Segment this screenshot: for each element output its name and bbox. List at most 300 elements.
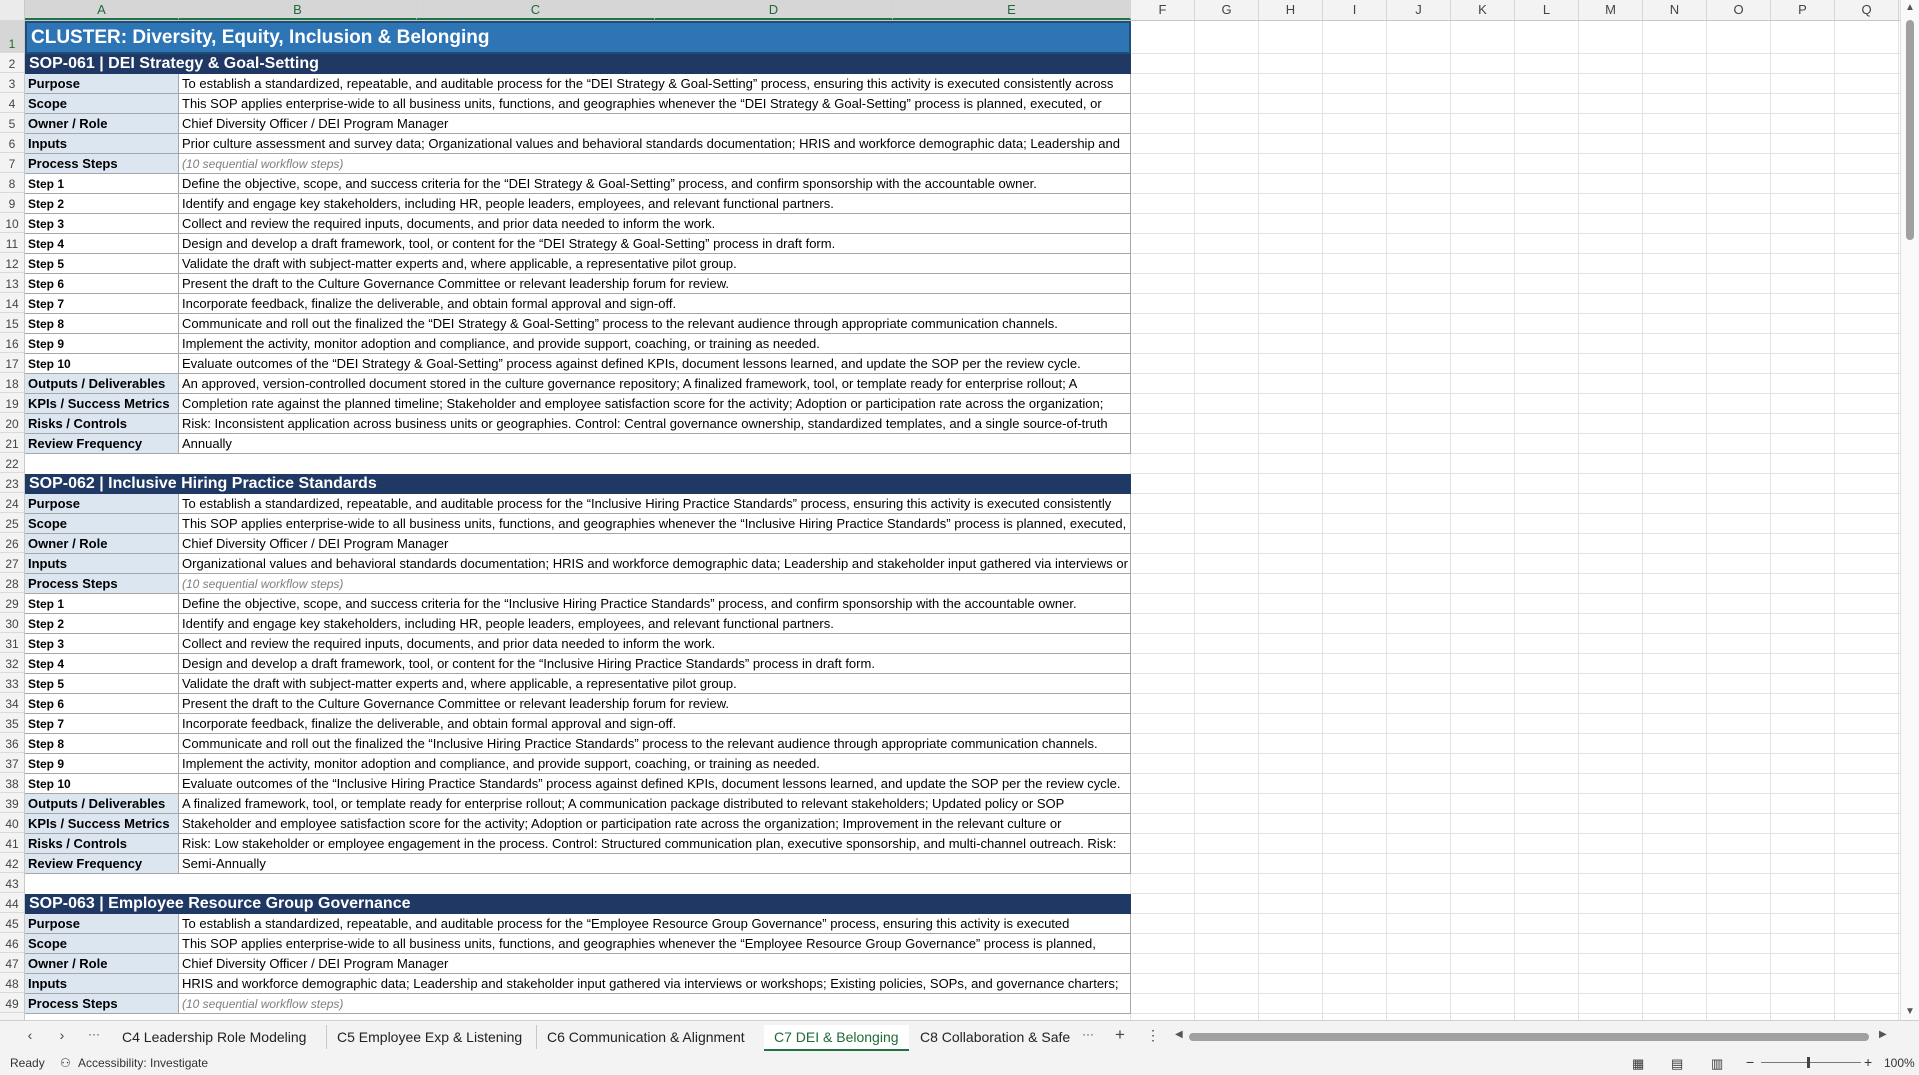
step-row (25, 654, 1131, 674)
row-header[interactable]: 35 (0, 713, 24, 733)
column-header-bar (0, 0, 1900, 21)
step-value-cell[interactable]: Validate the draft with subject-matter experts and, where applicable, a representative pilot group. (179, 674, 1131, 694)
field-value-cell[interactable]: This SOP applies enterprise-wide to all business units, functions, and geographies whenever the “Inclusive Hiring Practice Standards” process is planned, executed, (179, 514, 1131, 534)
row-header[interactable]: 8 (0, 173, 24, 193)
row-header[interactable]: 2 (0, 53, 24, 73)
field-value-cell[interactable]: An approved, version-controlled document stored in the culture governance repository; A finalized framework, tool, or template ready for enterprise rollout; A (179, 374, 1131, 394)
step-value-cell[interactable]: Define the objective, scope, and success criteria for the “DEI Strategy & Goal-Setting” process, and confirm sponsorship with the accountable owner. (179, 174, 1131, 194)
zoom-slider-thumb[interactable] (1807, 1057, 1810, 1068)
step-value-cell[interactable]: Collect and review the required inputs, documents, and prior data needed to inform the work. (179, 634, 1131, 654)
row-header[interactable]: 47 (0, 953, 24, 973)
step-value-cell[interactable]: Identify and engage key stakeholders, including HR, people leaders, employees, and relevant functional partners. (179, 614, 1131, 634)
field-value-cell[interactable]: Semi-Annually (179, 854, 1131, 874)
gridline (1130, 553, 1900, 554)
scroll-right-icon[interactable]: ▶ (1879, 1029, 1887, 1040)
column-header-e[interactable]: E (893, 0, 1131, 20)
step-row (25, 274, 1131, 294)
row-header[interactable]: 24 (0, 493, 24, 513)
step-row (25, 214, 1131, 234)
sop-title-cell[interactable]: SOP-061 | DEI Strategy & Goal-Setting (25, 54, 1131, 74)
field-row (25, 954, 1131, 974)
step-row (25, 254, 1131, 274)
gridline (1130, 233, 1900, 234)
horizontal-scroll-thumb[interactable] (1189, 1033, 1869, 1041)
field-row (25, 114, 1131, 134)
row-header[interactable]: 31 (0, 633, 24, 653)
row-header[interactable]: 20 (0, 413, 24, 433)
field-value-cell[interactable]: Annually (179, 434, 1131, 454)
step-value-cell[interactable]: Identify and engage key stakeholders, including HR, people leaders, employees, and relevant functional partners. (179, 194, 1131, 214)
gridline (1130, 173, 1900, 174)
step-label-cell[interactable]: Step 7 (25, 294, 179, 314)
gridline (1130, 293, 1900, 294)
sheet-tab-7[interactable]: C7 DEI & Belonging (764, 1025, 909, 1051)
gridline (1130, 933, 1900, 934)
row-header[interactable]: 11 (0, 233, 24, 253)
column-header-m[interactable]: M (1579, 0, 1643, 20)
field-value-cell[interactable]: Prior culture assessment and survey data; Organizational values and behavioral standards documentation; HRIS and workforce demographic data; Leadership and (179, 134, 1131, 154)
row-header[interactable]: 26 (0, 533, 24, 553)
field-value-cell[interactable]: Chief Diversity Officer / DEI Program Manager (179, 534, 1131, 554)
step-row (25, 734, 1131, 754)
step-label-cell[interactable]: Step 4 (25, 654, 179, 674)
gridline (1130, 693, 1900, 694)
field-label-cell[interactable]: Review Frequency (25, 854, 179, 874)
row-header[interactable]: 17 (0, 353, 24, 373)
row-header[interactable]: 13 (0, 273, 24, 293)
ready-status: Ready (10, 1056, 45, 1070)
step-label-cell[interactable]: Step 4 (25, 234, 179, 254)
gridline (1130, 53, 1900, 54)
step-row (25, 674, 1131, 694)
gridline (1130, 493, 1900, 494)
row-header[interactable]: 12 (0, 253, 24, 273)
field-row (25, 914, 1131, 934)
step-value-cell[interactable]: Collect and review the required inputs, documents, and prior data needed to inform the work. (179, 214, 1131, 234)
field-value-cell[interactable]: Risk: Inconsistent application across business units or geographies. Control: Central governance ownership, standardized templates, and a single source-of-truth (179, 414, 1131, 434)
row-header[interactable]: 19 (0, 393, 24, 413)
gridline (1130, 373, 1900, 374)
field-label-cell[interactable]: Inputs (25, 554, 179, 574)
field-value-cell[interactable]: (10 sequential workflow steps) (179, 994, 1131, 1014)
step-row (25, 694, 1131, 714)
step-row (25, 754, 1131, 774)
field-row (25, 94, 1131, 114)
column-header-q[interactable]: Q (1835, 0, 1899, 20)
gridline (1130, 713, 1900, 714)
sop-title-cell[interactable]: SOP-062 | Inclusive Hiring Practice Standards (25, 474, 1131, 494)
gridline (1578, 21, 1579, 1020)
gridline (1130, 73, 1900, 74)
gridline (1130, 613, 1900, 614)
step-value-cell[interactable]: Define the objective, scope, and success criteria for the “Inclusive Hiring Practice Standards” process, and confirm sponsorship with the accountable owner. (179, 594, 1131, 614)
step-label-cell[interactable]: Step 2 (25, 194, 179, 214)
blank-row (25, 454, 1131, 474)
step-label-cell[interactable]: Step 9 (25, 754, 179, 774)
step-label-cell[interactable]: Step 8 (25, 734, 179, 754)
gridline (1130, 333, 1900, 334)
row-header[interactable]: 32 (0, 653, 24, 673)
row-header[interactable]: 34 (0, 693, 24, 713)
step-row (25, 174, 1131, 194)
field-label-cell[interactable]: Purpose (25, 914, 179, 934)
field-row (25, 974, 1131, 994)
gridline (1130, 773, 1900, 774)
scroll-left-icon[interactable]: ◀ (1175, 1029, 1183, 1040)
field-label-cell[interactable]: Inputs (25, 974, 179, 994)
sheet-tab-4[interactable]: C4 Leadership Role Modeling (122, 1029, 307, 1045)
gridline (1130, 873, 1900, 874)
prev-sheet-icon[interactable]: ‹ (27, 1027, 33, 1043)
step-row (25, 194, 1131, 214)
column-header-i[interactable]: I (1323, 0, 1387, 20)
row-header-bar (0, 20, 25, 1020)
column-header-h[interactable]: H (1259, 0, 1323, 20)
field-value-cell[interactable]: This SOP applies enterprise-wide to all business units, functions, and geographies whenever the “Employee Resource Group Governance” process is planned, (179, 934, 1131, 954)
step-value-cell[interactable]: Incorporate feedback, finalize the deliverable, and obtain formal approval and sign-off. (179, 294, 1131, 314)
row-header[interactable]: 25 (0, 513, 24, 533)
gridline (1130, 633, 1900, 634)
step-label-cell[interactable]: Step 7 (25, 714, 179, 734)
step-row (25, 774, 1131, 794)
step-row (25, 714, 1131, 734)
zoom-slider[interactable] (1761, 1062, 1861, 1063)
page-layout-view-icon[interactable]: ▤ (1671, 1056, 1684, 1071)
gridline (1130, 253, 1900, 254)
field-label-cell[interactable]: Risks / Controls (25, 834, 179, 854)
step-row (25, 614, 1131, 634)
column-header-b[interactable]: B (179, 0, 417, 20)
column-header-c[interactable]: C (417, 0, 655, 20)
step-label-cell[interactable]: Step 3 (25, 214, 179, 234)
blank-row (25, 874, 1131, 894)
gridline (1130, 853, 1900, 854)
row-header[interactable]: 5 (0, 113, 24, 133)
field-label-cell[interactable]: Scope (25, 934, 179, 954)
step-row (25, 634, 1131, 654)
field-row (25, 994, 1131, 1014)
field-row (25, 574, 1131, 594)
step-label-cell[interactable]: Step 1 (25, 594, 179, 614)
gridline (1130, 833, 1900, 834)
step-label-cell[interactable]: Step 1 (25, 174, 179, 194)
field-value-cell[interactable]: To establish a standardized, repeatable, and auditable process for the “DEI Strategy & Goal-Setting” process, ensuring this activity is executed consistently across (179, 74, 1131, 94)
row-header[interactable]: 42 (0, 853, 24, 873)
gridline (1642, 21, 1643, 1020)
field-label-cell[interactable]: Scope (25, 514, 179, 534)
gridline (1130, 813, 1900, 814)
field-value-cell[interactable]: HRIS and workforce demographic data; Leadership and stakeholder input gathered via interviews or workshops; Existing policies, SOPs, and governance charters; (179, 974, 1131, 994)
row-header[interactable]: 6 (0, 133, 24, 153)
gridline (1130, 733, 1900, 734)
column-header-o[interactable]: O (1707, 0, 1771, 20)
row-header[interactable]: 33 (0, 673, 24, 693)
field-label-cell[interactable]: Owner / Role (25, 954, 179, 974)
field-value-cell[interactable]: Completion rate against the planned timeline; Stakeholder and employee satisfaction score for the activity; Adoption or participation rate across the organization; (179, 394, 1131, 414)
step-label-cell[interactable]: Step 5 (25, 674, 179, 694)
gridline (1130, 353, 1900, 354)
row-header[interactable]: 38 (0, 773, 24, 793)
gridline (1130, 93, 1900, 94)
field-row (25, 394, 1131, 414)
gridline (1834, 21, 1835, 1020)
column-header-g[interactable]: G (1195, 0, 1259, 20)
sheet-tab-8[interactable]: C8 Collaboration & Safe (920, 1029, 1071, 1045)
field-label-cell[interactable]: Process Steps (25, 574, 179, 594)
step-value-cell[interactable]: Implement the activity, monitor adoption and compliance, and provide support, coaching, or training as needed. (179, 334, 1131, 354)
vertical-scroll-thumb[interactable] (1906, 20, 1914, 240)
gridline (1130, 213, 1900, 214)
field-row (25, 74, 1131, 94)
gridline (1130, 793, 1900, 794)
field-row (25, 794, 1131, 814)
field-value-cell[interactable]: This SOP applies enterprise-wide to all business units, functions, and geographies whenever the “DEI Strategy & Goal-Setting” process is planned, executed, or (179, 94, 1131, 114)
gridline (1514, 21, 1515, 1020)
zoom-level[interactable]: 100% (1884, 1056, 1915, 1070)
normal-view-icon[interactable]: ▦ (1632, 1056, 1645, 1071)
field-label-cell[interactable]: Owner / Role (25, 114, 179, 134)
row-header[interactable]: 16 (0, 333, 24, 353)
row-header[interactable]: 48 (0, 973, 24, 993)
gridline (1450, 21, 1451, 1020)
add-sheet-icon[interactable]: + (1115, 1025, 1125, 1044)
step-value-cell[interactable]: Evaluate outcomes of the “Inclusive Hiring Practice Standards” process against defined KPIs, document lessons learned, and update the SOP per the review cycle. (179, 774, 1131, 794)
field-row (25, 134, 1131, 154)
field-label-cell[interactable]: Scope (25, 94, 179, 114)
field-value-cell[interactable]: A finalized framework, tool, or template ready for enterprise rollout; A communication package distributed to relevant stakeholders; Updated policy or SOP (179, 794, 1131, 814)
zoom-in-icon[interactable]: + (1864, 1054, 1873, 1070)
scroll-up-icon[interactable]: ▲ (1905, 2, 1915, 13)
zoom-out-icon[interactable]: − (1746, 1054, 1755, 1070)
row-header[interactable]: 30 (0, 613, 24, 633)
step-value-cell[interactable]: Incorporate feedback, finalize the deliverable, and obtain formal approval and sign-off. (179, 714, 1131, 734)
step-row (25, 354, 1131, 374)
step-row (25, 234, 1131, 254)
step-label-cell[interactable]: Step 2 (25, 614, 179, 634)
row-header[interactable]: 9 (0, 193, 24, 213)
row-header[interactable]: 7 (0, 153, 24, 173)
field-value-cell[interactable]: Stakeholder and employee satisfaction score for the activity; Adoption or participation rate across the organization; Improvement in the relevant culture or (179, 814, 1131, 834)
gridline (1130, 1013, 1900, 1014)
step-label-cell[interactable]: Step 10 (25, 354, 179, 374)
gridline (1130, 673, 1900, 674)
gridline (1130, 753, 1900, 754)
row-header[interactable]: 27 (0, 553, 24, 573)
step-value-cell[interactable]: Validate the draft with subject-matter experts and, where applicable, a representative pilot group. (179, 254, 1131, 274)
gridline (1130, 313, 1900, 314)
field-row (25, 834, 1131, 854)
horizontal-scrollbar[interactable] (1175, 1029, 1895, 1041)
gridline (1130, 653, 1900, 654)
field-label-cell[interactable]: Purpose (25, 494, 179, 514)
gridline (1130, 573, 1900, 574)
row-header[interactable]: 28 (0, 573, 24, 593)
step-label-cell[interactable]: Step 6 (25, 274, 179, 294)
row-header[interactable]: 45 (0, 913, 24, 933)
step-row (25, 594, 1131, 614)
step-value-cell[interactable]: Implement the activity, monitor adoption and compliance, and provide support, coaching, or training as needed. (179, 754, 1131, 774)
field-row (25, 514, 1131, 534)
gridline (1258, 21, 1259, 1020)
step-value-cell[interactable]: Evaluate outcomes of the “DEI Strategy & Goal-Setting” process against defined KPIs, document lessons learned, and update the SOP per the review cycle. (179, 354, 1131, 374)
field-value-cell[interactable]: Risk: Low stakeholder or employee engagement in the process. Control: Structured communication plan, executive sponsorship, and multi-channel outreach. Risk: (179, 834, 1131, 854)
field-label-cell[interactable]: KPIs / Success Metrics (25, 814, 179, 834)
row-header[interactable]: 10 (0, 213, 24, 233)
row-header[interactable]: 14 (0, 293, 24, 313)
field-row (25, 854, 1131, 874)
row-header[interactable]: 41 (0, 833, 24, 853)
accessibility-status[interactable]: Accessibility: Investigate (78, 1056, 209, 1070)
status-bar (0, 1052, 1919, 1075)
field-label-cell[interactable]: Outputs / Deliverables (25, 794, 179, 814)
sop-header-row (25, 894, 1131, 914)
more-sheets-right-icon[interactable]: ··· (1082, 1027, 1094, 1041)
row-header[interactable]: 39 (0, 793, 24, 813)
column-header-k[interactable]: K (1451, 0, 1515, 20)
field-value-cell[interactable]: (10 sequential workflow steps) (179, 154, 1131, 174)
field-label-cell[interactable]: Owner / Role (25, 534, 179, 554)
sop-header-row (25, 54, 1131, 74)
page-break-view-icon[interactable]: ▥ (1711, 1056, 1724, 1071)
select-all-corner[interactable] (0, 0, 25, 20)
sheet-tab-5[interactable]: C5 Employee Exp & Listening (326, 1025, 532, 1049)
field-label-cell[interactable]: Risks / Controls (25, 414, 179, 434)
gridline (1130, 273, 1900, 274)
cluster-title-cell[interactable]: CLUSTER: Diversity, Equity, Inclusion & Belonging (25, 21, 1131, 54)
gridline (1194, 21, 1195, 1020)
gridline (1130, 513, 1900, 514)
gridline (1130, 453, 1900, 454)
row-header[interactable]: 15 (0, 313, 24, 333)
field-label-cell[interactable]: Process Steps (25, 154, 179, 174)
field-row (25, 534, 1131, 554)
gridline (1130, 413, 1900, 414)
step-value-cell[interactable]: Present the draft to the Culture Governance Committee or relevant leadership forum for review. (179, 694, 1131, 714)
sheet-tab-6[interactable]: C6 Communication & Alignment (536, 1025, 755, 1049)
column-header-d[interactable]: D (655, 0, 893, 20)
row-header[interactable]: 18 (0, 373, 24, 393)
gridline (1130, 113, 1900, 114)
vertical-scrollbar[interactable] (1900, 0, 1919, 1020)
worksheet-grid[interactable] (25, 21, 1900, 1020)
row-header[interactable]: 3 (0, 73, 24, 93)
step-label-cell[interactable]: Step 5 (25, 254, 179, 274)
column-header-a[interactable]: A (25, 0, 179, 20)
gridline (1130, 193, 1900, 194)
row-header[interactable]: 21 (0, 433, 24, 453)
row-header[interactable]: 37 (0, 753, 24, 773)
gridline (1706, 21, 1707, 1020)
field-row (25, 434, 1131, 454)
gridline (1130, 473, 1900, 474)
gridline (1898, 21, 1899, 1020)
step-value-cell[interactable]: Design and develop a draft framework, tool, or content for the “DEI Strategy & Goal-Setting” process in draft form. (179, 234, 1131, 254)
step-row (25, 314, 1131, 334)
field-label-cell[interactable]: Purpose (25, 74, 179, 94)
gridline (1130, 533, 1900, 534)
row-header[interactable]: 36 (0, 733, 24, 753)
field-value-cell[interactable]: Organizational values and behavioral standards documentation; HRIS and workforce demographic data; Leadership and stakeholder input gathered via interviews or (179, 554, 1131, 574)
row-header[interactable]: 23 (0, 473, 24, 493)
accessibility-icon[interactable]: ⚇ (60, 1056, 71, 1070)
step-row (25, 294, 1131, 314)
sop-title-cell[interactable]: SOP-063 | Employee Resource Group Governance (25, 894, 1131, 914)
gridline (1130, 153, 1900, 154)
step-label-cell[interactable]: Step 9 (25, 334, 179, 354)
field-label-cell[interactable]: KPIs / Success Metrics (25, 394, 179, 414)
row-header[interactable]: 40 (0, 813, 24, 833)
field-value-cell[interactable]: To establish a standardized, repeatable, and auditable process for the “Employee Resource Group Governance” process, ensuring this activity is executed (179, 914, 1131, 934)
step-value-cell[interactable]: Communicate and roll out the finalized the “DEI Strategy & Goal-Setting” process to the relevant audience through appropriate communication channels. (179, 314, 1131, 334)
step-label-cell[interactable]: Step 10 (25, 774, 179, 794)
sheet-options-icon[interactable]: ⋮ (1146, 1027, 1160, 1043)
field-label-cell[interactable]: Inputs (25, 134, 179, 154)
field-value-cell[interactable]: (10 sequential workflow steps) (179, 574, 1131, 594)
column-header-f[interactable]: F (1131, 0, 1195, 20)
row-header[interactable]: 1 (0, 20, 24, 53)
next-sheet-icon[interactable]: › (59, 1027, 65, 1043)
row-header[interactable]: 43 (0, 873, 24, 893)
more-sheets-left-icon[interactable]: ··· (88, 1027, 100, 1041)
field-row (25, 934, 1131, 954)
gridline (1386, 21, 1387, 1020)
row-header[interactable]: 46 (0, 933, 24, 953)
step-label-cell[interactable]: Step 6 (25, 694, 179, 714)
gridline (1130, 913, 1900, 914)
step-row (25, 334, 1131, 354)
field-value-cell[interactable]: Chief Diversity Officer / DEI Program Manager (179, 114, 1131, 134)
column-header-l[interactable]: L (1515, 0, 1579, 20)
field-row (25, 414, 1131, 434)
gridline (1130, 953, 1900, 954)
step-label-cell[interactable]: Step 3 (25, 634, 179, 654)
field-label-cell[interactable]: Process Steps (25, 994, 179, 1014)
row-header[interactable]: 44 (0, 893, 24, 913)
gridline (1130, 133, 1900, 134)
gridline (1130, 893, 1900, 894)
field-row (25, 554, 1131, 574)
column-header-p[interactable]: P (1771, 0, 1835, 20)
field-row (25, 374, 1131, 394)
column-header-j[interactable]: J (1387, 0, 1451, 20)
row-header[interactable]: 4 (0, 93, 24, 113)
row-header[interactable]: 49 (0, 993, 24, 1013)
step-label-cell[interactable]: Step 8 (25, 314, 179, 334)
scroll-down-icon[interactable]: ▼ (1905, 1006, 1915, 1017)
gridline (1770, 21, 1771, 1020)
field-value-cell[interactable]: Chief Diversity Officer / DEI Program Manager (179, 954, 1131, 974)
gridline (1130, 593, 1900, 594)
column-header-n[interactable]: N (1643, 0, 1707, 20)
sop-header-row (25, 474, 1131, 494)
field-label-cell[interactable]: Review Frequency (25, 434, 179, 454)
gridline (1322, 21, 1323, 1020)
gridline (1130, 393, 1900, 394)
field-row (25, 154, 1131, 174)
step-value-cell[interactable]: Communicate and roll out the finalized the “Inclusive Hiring Practice Standards” process to the relevant audience through appropriate communication channels. (179, 734, 1131, 754)
field-row (25, 494, 1131, 514)
sheet-tab-bar (0, 1020, 1919, 1053)
step-value-cell[interactable]: Present the draft to the Culture Governance Committee or relevant leadership forum for review. (179, 274, 1131, 294)
cluster-title-row (25, 21, 1131, 54)
row-header[interactable]: 22 (0, 453, 24, 473)
field-row (25, 814, 1131, 834)
gridline (1130, 973, 1900, 974)
field-label-cell[interactable]: Outputs / Deliverables (25, 374, 179, 394)
row-header[interactable]: 29 (0, 593, 24, 613)
field-value-cell[interactable]: To establish a standardized, repeatable, and auditable process for the “Inclusive Hiring Practice Standards” process, ensuring this activity is executed consistently (179, 494, 1131, 514)
step-value-cell[interactable]: Design and develop a draft framework, tool, or content for the “Inclusive Hiring Practice Standards” process in draft form. (179, 654, 1131, 674)
